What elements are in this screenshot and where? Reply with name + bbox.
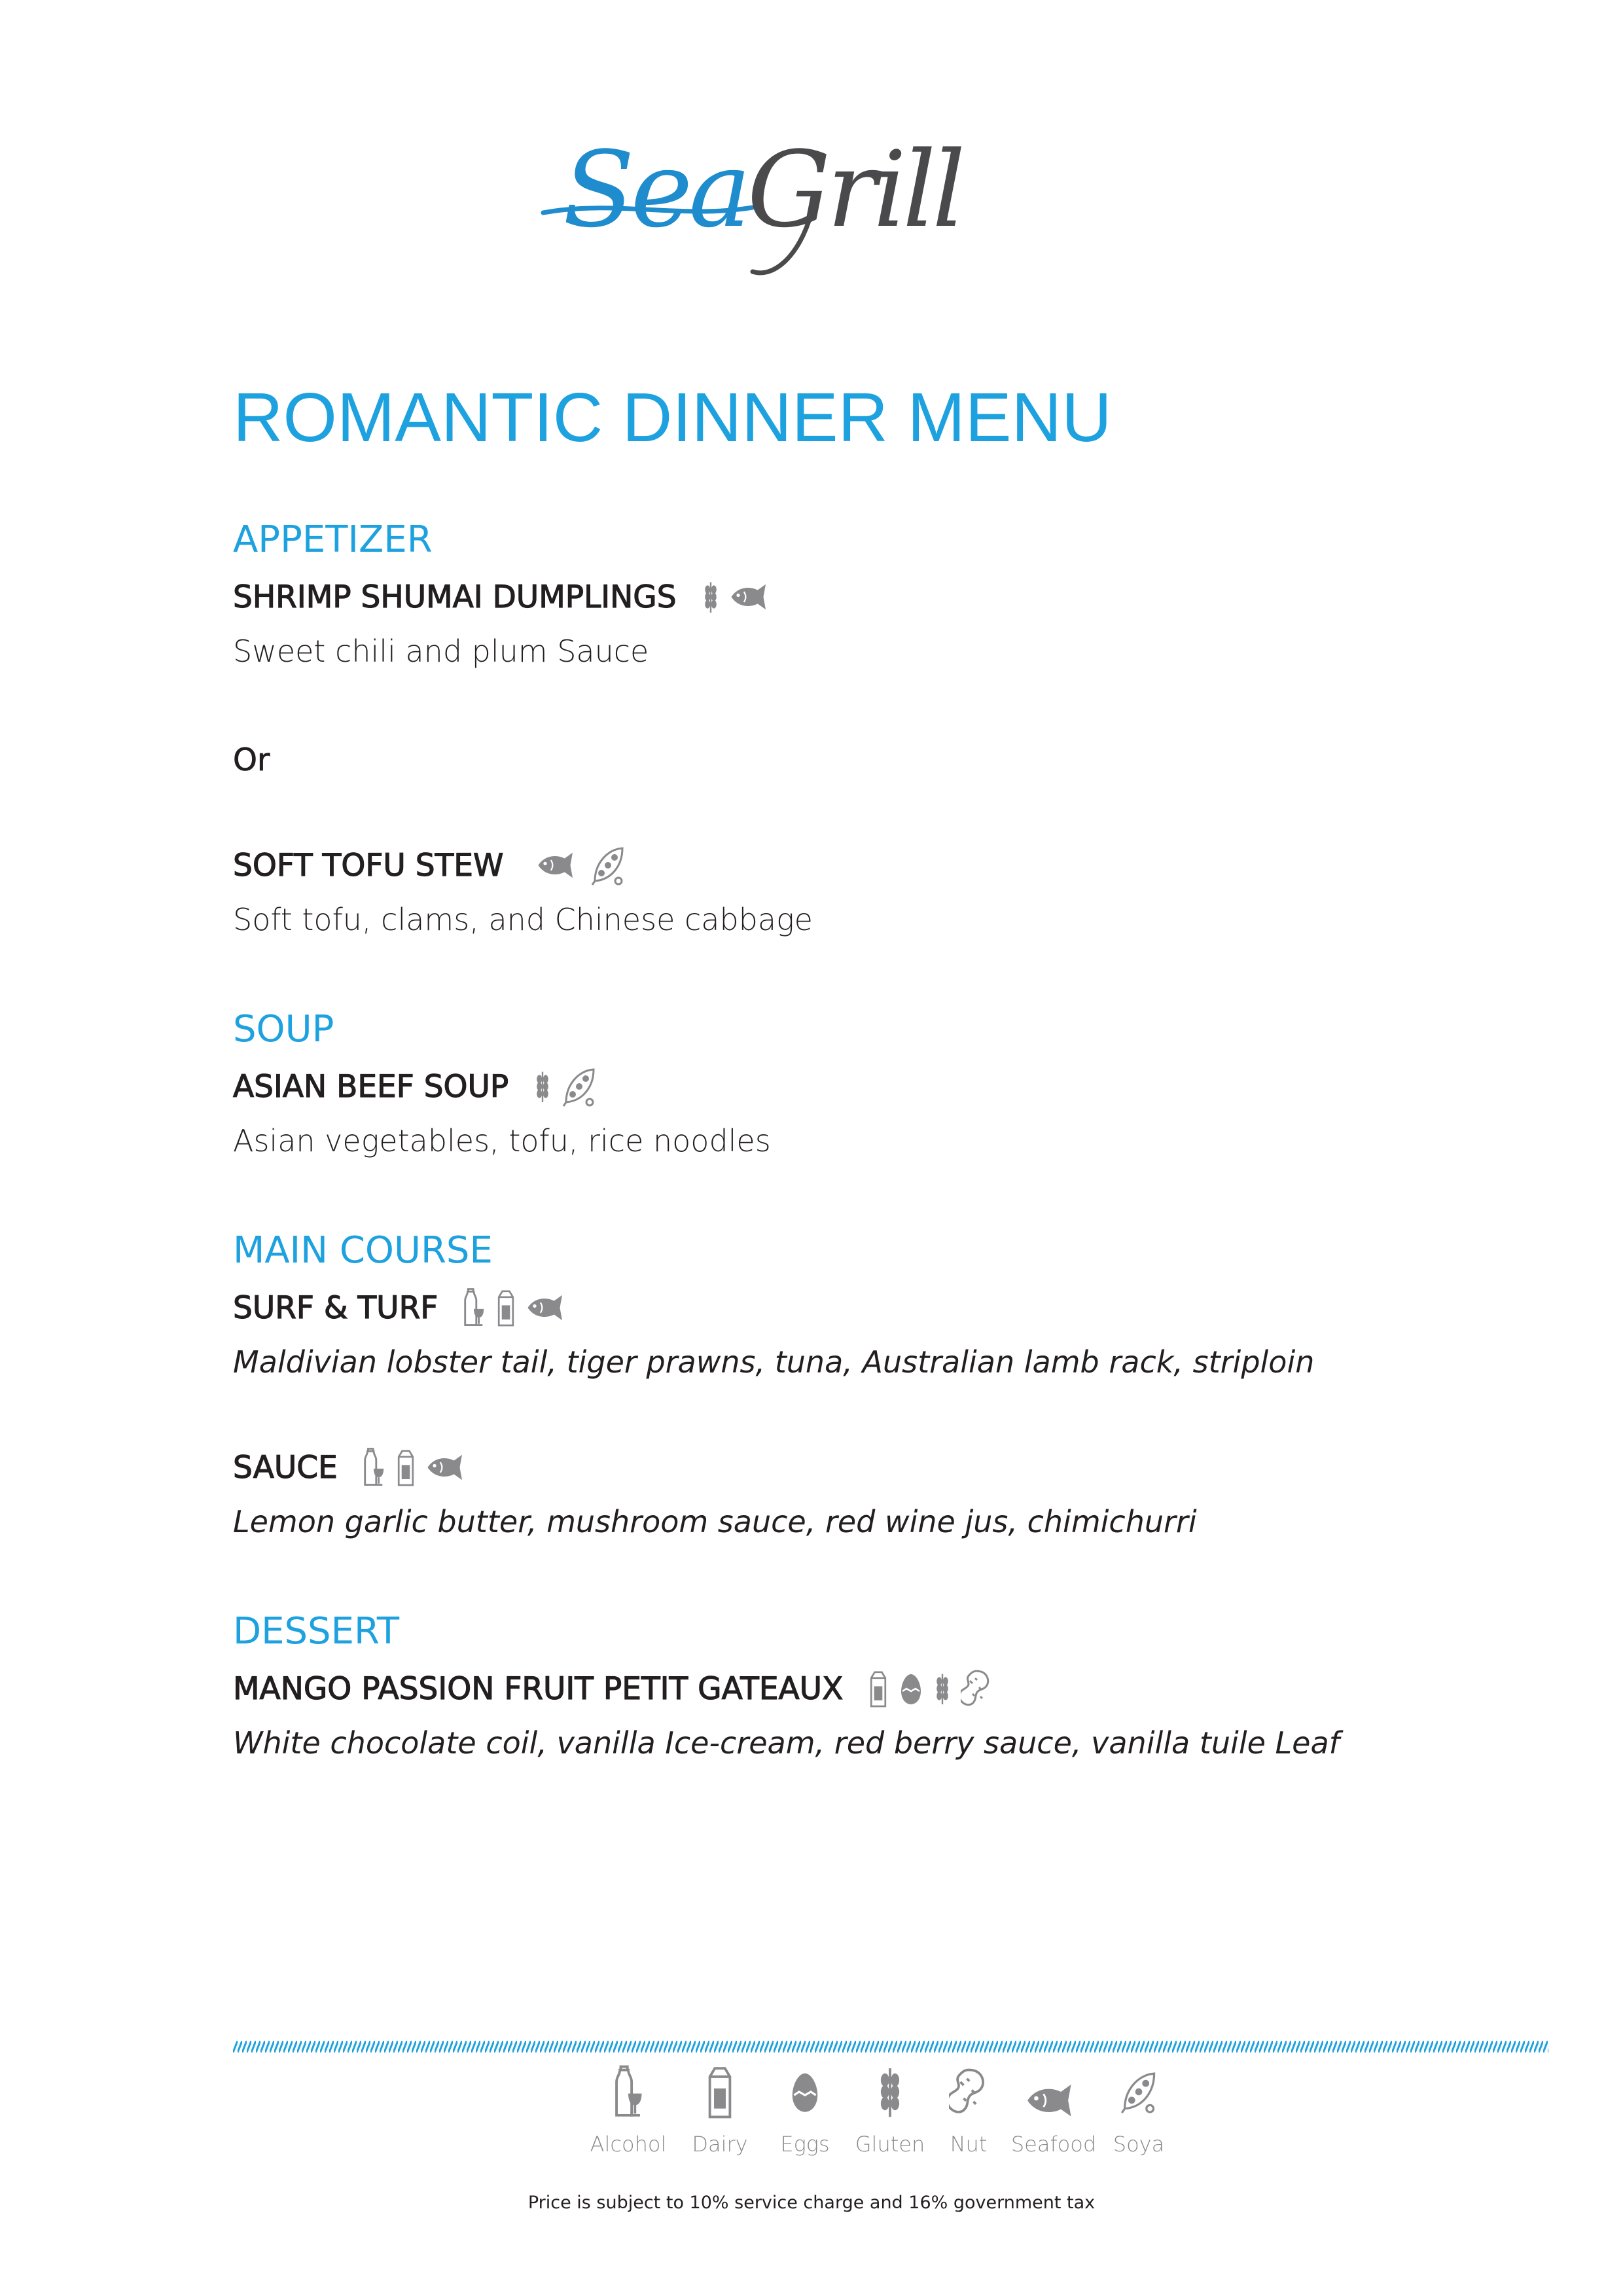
dairy-icon	[866, 1668, 890, 1710]
allergen-legend	[582, 2065, 1211, 2163]
gluten-icon	[700, 576, 721, 618]
dish-description: Lemon garlic butter, mushroom sauce, red wine jus, chimichurri	[233, 1504, 1197, 1539]
section-heading-main-course: MAIN COURSE	[233, 1229, 493, 1272]
soya-icon	[1119, 2065, 1158, 2119]
dish-description: Maldivian lobster tail, tiger prawns, tuna, Australian lamb rack, striploin	[233, 1344, 1315, 1380]
gluten-icon	[870, 2065, 910, 2119]
dish-name: SHRIMP SHUMAI DUMPLINGS	[233, 579, 677, 615]
eggs-icon	[898, 1668, 924, 1710]
legend-item-eggs	[759, 2065, 851, 2157]
legend-label: Soya	[1113, 2132, 1165, 2157]
alcohol-icon	[461, 1287, 486, 1329]
seafood-icon	[526, 1293, 571, 1322]
dish-sauce	[233, 1446, 471, 1488]
dish-name: MANGO PASSION FRUIT PETIT GATEAUX	[233, 1670, 844, 1707]
nut-icon	[949, 2065, 988, 2119]
seafood-icon	[536, 851, 582, 880]
seagrill-logo	[537, 115, 1034, 291]
dish-mango-passion-fruit-petit-gateaux	[233, 1668, 992, 1710]
allergen-icons	[866, 1668, 992, 1710]
legend-item-nut	[923, 2065, 1014, 2157]
dish-name: SOFT TOFU STEW	[233, 847, 504, 884]
legend-item-soya	[1093, 2065, 1185, 2157]
dish-surf-and-turf	[233, 1287, 571, 1329]
page-title: ROMANTIC DINNER MENU	[233, 379, 1112, 456]
dairy-icon	[700, 2065, 740, 2119]
section-heading-soup: SOUP	[233, 1008, 334, 1050]
price-footnote: Price is subject to 10% service charge and 16% government tax	[527, 2193, 1096, 2213]
legend-item-dairy	[674, 2065, 766, 2157]
seafood-icon	[729, 583, 775, 611]
section-heading-dessert: DESSERT	[233, 1610, 400, 1653]
legend-item-seafood	[1008, 2065, 1099, 2157]
dish-name: SAUCE	[233, 1449, 338, 1486]
dish-asian-beef-soup	[233, 1066, 597, 1107]
soya-icon	[561, 1066, 597, 1107]
gluten-icon	[932, 1668, 953, 1710]
legend-label: Nut	[950, 2132, 988, 2157]
allergen-icons	[532, 1066, 597, 1107]
logo-text-sea: Sea	[563, 128, 747, 251]
logo-text-grill: Grill	[747, 128, 962, 251]
seafood-icon	[1024, 2065, 1083, 2119]
allergen-icons	[461, 1287, 571, 1329]
allergen-icons	[536, 844, 626, 886]
gluten-icon	[532, 1066, 553, 1107]
nut-icon	[961, 1668, 992, 1710]
section-heading-appetizer: APPETIZER	[233, 518, 433, 561]
alcohol-icon	[609, 2065, 648, 2119]
allergen-icons	[700, 576, 775, 618]
dish-name: ASIAN BEEF SOUP	[233, 1068, 509, 1105]
dish-description: White chocolate coil, vanilla Ice-cream, red berry sauce, vanilla tuile Leaf	[233, 1725, 1340, 1761]
dish-shrimp-shumai	[233, 576, 775, 618]
legend-label: Dairy	[692, 2132, 748, 2157]
allergen-icons	[361, 1446, 471, 1488]
alcohol-icon	[361, 1446, 386, 1488]
dish-soft-tofu-stew	[233, 844, 626, 886]
footer-divider	[233, 2041, 1548, 2053]
legend-label: Eggs	[780, 2132, 830, 2157]
eggs-icon	[785, 2065, 825, 2119]
seafood-icon	[425, 1453, 471, 1482]
dish-description: Soft tofu, clams, and Chinese cabbage	[233, 902, 813, 937]
dish-description: Sweet chili and plum Sauce	[233, 634, 649, 669]
svg-text:SeaGrill	[563, 128, 962, 251]
dish-description: Asian vegetables, tofu, rice noodles	[233, 1123, 771, 1158]
legend-item-alcohol	[582, 2065, 674, 2157]
legend-item-gluten	[844, 2065, 936, 2157]
dairy-icon	[394, 1446, 418, 1488]
dairy-icon	[494, 1287, 518, 1329]
legend-label: Alcohol	[590, 2132, 667, 2157]
legend-label: Gluten	[855, 2132, 925, 2157]
soya-icon	[590, 844, 626, 886]
or-separator: Or	[233, 742, 270, 778]
dish-name: SURF & TURF	[233, 1289, 438, 1326]
legend-label: Seafood	[1010, 2132, 1097, 2157]
